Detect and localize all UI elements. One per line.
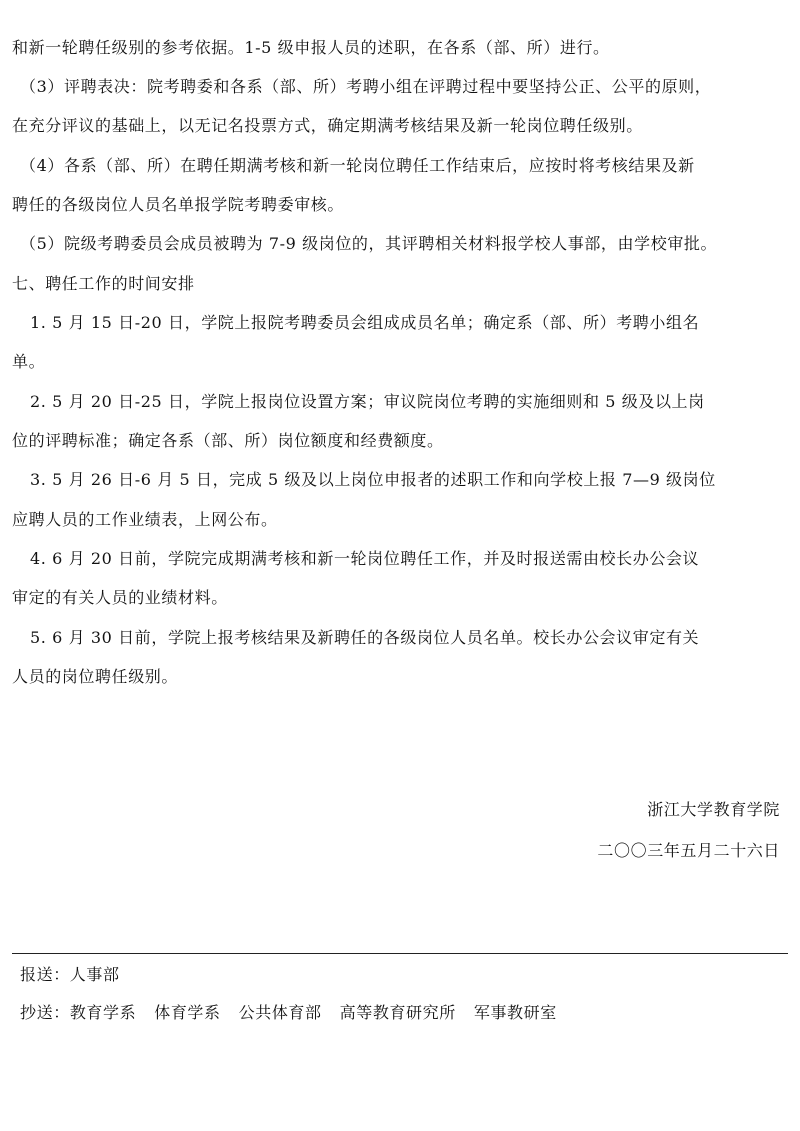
schedule-item-4-cont: 审定的有关人员的业绩材料。: [12, 588, 228, 607]
cc-item-public-pe: 公共体育部: [238, 1003, 322, 1022]
cc-item-sports: 体育学系: [154, 1003, 221, 1022]
report-to: 报送：人事部: [20, 965, 120, 984]
cc-item-education: 教育学系: [69, 1003, 137, 1022]
schedule-item-1-cont: 单。: [12, 352, 46, 371]
body-line-5: 聘任的各级岗位人员名单报学院考聘委审核。: [12, 195, 345, 214]
cc-label: 抄送：: [20, 1003, 70, 1022]
cc-item-military: 军事教研室: [473, 1003, 557, 1022]
signature-org: 浙江大学教育学院: [647, 800, 780, 819]
body-line-2: （3）评聘表决：院考聘委和各系（部、所）考聘小组在评聘过程中要坚持公正、公平的原则，: [20, 77, 712, 96]
body-line-4: （4）各系（部、所）在聘任期满考核和新一轮岗位聘任工作结束后，应按时将考核结果及新: [20, 156, 695, 175]
body-line-1: 和新一轮聘任级别的参考依据。1-5 级申报人员的述职，在各系（部、所）进行。: [12, 38, 610, 57]
cc-item-higher-ed: 高等教育研究所: [339, 1003, 456, 1022]
schedule-item-5-cont: 人员的岗位聘任级别。: [12, 667, 179, 686]
body-line-3: 在充分评议的基础上，以无记名投票方式，确定期满考核结果及新一轮岗位聘任级别。: [12, 116, 643, 135]
schedule-item-3: 3. 5 月 26 日-6 月 5 日，完成 5 级及以上岗位申报者的述职工作和向学校上报 7—9 级岗位: [30, 470, 716, 489]
section-heading: 七、聘任工作的时间安排: [12, 274, 195, 293]
schedule-item-3-cont: 应聘人员的工作业绩表，上网公布。: [12, 510, 278, 529]
footer-divider: [12, 953, 788, 954]
schedule-item-1: 1. 5 月 15 日-20 日，学院上报院考聘委员会组成成员名单；确定系（部、所）考聘小组名: [30, 313, 700, 332]
signature-date: 二〇〇三年五月二十六日: [597, 841, 780, 860]
schedule-item-2-cont: 位的评聘标准；确定各系（部、所）岗位额度和经费额度。: [12, 431, 444, 450]
schedule-item-2: 2. 5 月 20 日-25 日，学院上报岗位设置方案；审议院岗位考聘的实施细则和 5 级及以上岗: [30, 392, 705, 411]
cc-list: [20, 1003, 575, 1023]
body-line-6: （5）院级考聘委员会成员被聘为 7-9 级岗位的，其评聘相关材料报学校人事部，由学校审批。: [20, 234, 718, 253]
schedule-item-5: 5. 6 月 30 日前，学院上报考核结果及新聘任的各级岗位人员名单。校长办公会议审定有关: [30, 628, 700, 647]
schedule-item-4: 4. 6 月 20 日前，学院完成期满考核和新一轮岗位聘任工作，并及时报送需由校长办公会议: [30, 549, 700, 568]
